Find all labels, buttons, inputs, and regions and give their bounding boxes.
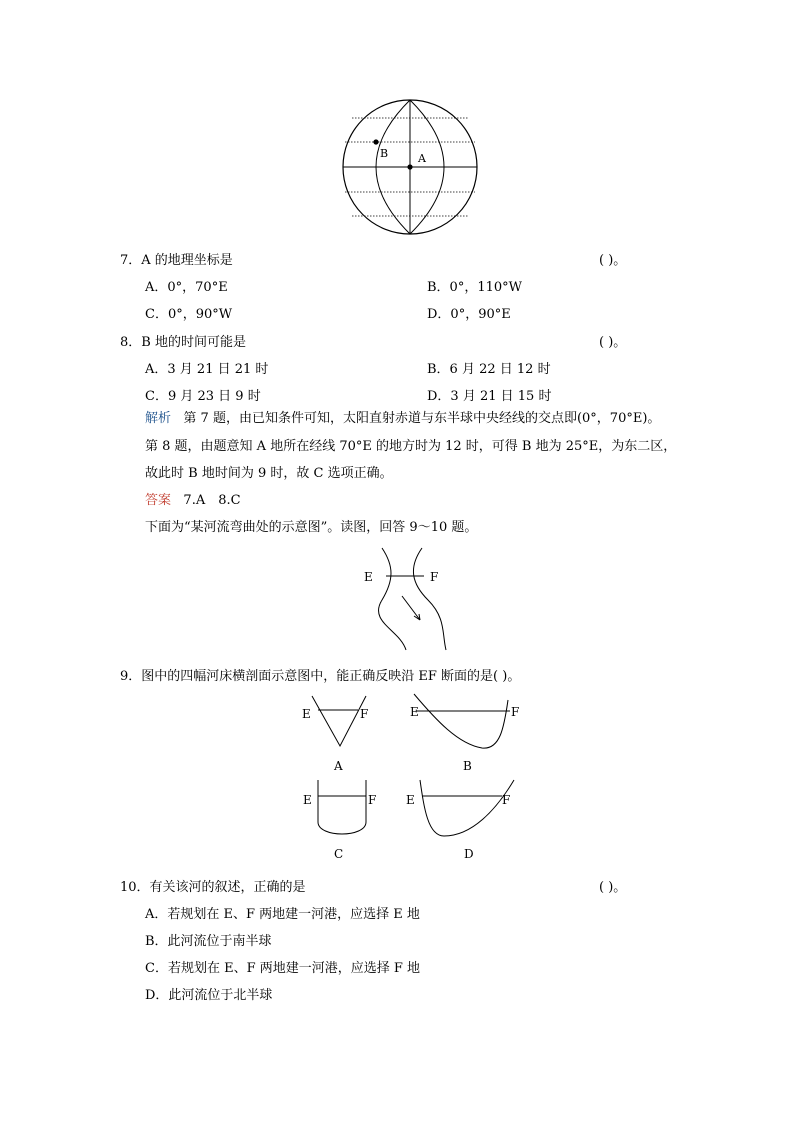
explanation-line-3: 故此时 B 地时间为 9 时，故 C 选项正确。	[145, 466, 393, 481]
river-diagram	[360, 544, 460, 652]
point-b	[373, 139, 378, 144]
profile-a	[302, 696, 368, 773]
flow-arrow-shaft	[402, 596, 420, 620]
profile-d-e: E	[406, 793, 415, 807]
question-10-stem: 10．有关该河的叙述，正确的是	[120, 880, 306, 895]
question-7-paren: ( )。	[599, 253, 627, 268]
flow-arrow-head	[414, 614, 420, 620]
point-a	[407, 164, 412, 169]
profile-d-f: F	[502, 793, 511, 807]
profile-d-bed	[420, 780, 514, 836]
profile-a-bed	[312, 696, 369, 746]
question-10-option-b: B．此河流位于南半球	[145, 934, 272, 949]
explanation-label: 解析	[145, 411, 172, 426]
explanation-text-1: 第 7 题，由已知条件可知，太阳直射赤道与东半球中央经线的交点即(0°，70°E)。	[183, 411, 661, 426]
profile-d-caption: D	[464, 847, 474, 861]
profile-b-caption: B	[463, 759, 472, 773]
question-7-option-d: D．0°，90°E	[427, 307, 511, 322]
question-8-stem: 8．B 地的时间可能是	[120, 335, 246, 350]
question-8-option-c: C．9 月 23 日 9 时	[145, 389, 261, 404]
answer-label: 答案	[145, 493, 172, 508]
answer-text: 7.A 8.C	[183, 493, 241, 508]
profile-a-f: F	[360, 707, 369, 721]
profile-c-e: E	[303, 793, 312, 807]
answer-line	[145, 488, 241, 514]
question-7-stem: 7．A 的地理坐标是	[120, 253, 233, 268]
intro-text: 下面为“某河流弯曲处的示意图”。读图，回答 9～10 题。	[145, 520, 478, 535]
river-label-e: E	[364, 570, 373, 584]
label-a: A	[418, 152, 426, 165]
profile-c-bed	[318, 780, 366, 834]
question-8-paren: ( )。	[599, 335, 627, 350]
profile-a-caption: A	[334, 759, 343, 773]
globe-diagram	[340, 96, 480, 238]
question-10-option-d: D．此河流位于北半球	[145, 988, 273, 1003]
profile-b-f: F	[511, 705, 520, 719]
river-bank-right	[413, 548, 446, 650]
question-10-option-a: A．若规划在 E、F 两地建一河港，应选择 E 地	[145, 907, 420, 922]
profile-c	[303, 780, 376, 861]
question-9-stem: 9．图中的四幅河床横剖面示意图中，能正确反映沿 EF 断面的是( )。	[120, 669, 521, 684]
question-7-option-c: C．0°，90°W	[145, 307, 233, 322]
river-bank-left	[378, 548, 406, 650]
question-7-option-b: B．0°，110°W	[427, 280, 522, 295]
river-label-f: F	[430, 570, 439, 584]
question-8-option-d: D．3 月 21 日 15 时	[427, 389, 552, 404]
profile-c-caption: C	[334, 847, 344, 861]
explanation-line-1	[145, 406, 660, 432]
question-10-paren: ( )。	[599, 880, 627, 895]
profile-b	[410, 694, 519, 773]
profile-diagrams	[296, 692, 536, 864]
profile-a-e: E	[302, 707, 311, 721]
question-7-option-a: A．0°，70°E	[145, 280, 228, 295]
profile-b-e: E	[410, 705, 419, 719]
profile-d	[406, 780, 514, 861]
profile-c-f: F	[368, 793, 377, 807]
profile-b-bed	[414, 694, 508, 748]
explanation-line-2: 第 8 题，由题意知 A 地所在经线 70°E 的地方时为 12 时，可得 B 地为 25°E，为东二区，	[145, 439, 677, 454]
label-b: B	[380, 147, 389, 160]
question-10-option-c: C．若规划在 E、F 两地建一河港，应选择 F 地	[145, 961, 421, 976]
question-8-option-a: A．3 月 21 日 21 时	[145, 362, 269, 377]
question-8-option-b: B．6 月 22 日 12 时	[427, 362, 551, 377]
